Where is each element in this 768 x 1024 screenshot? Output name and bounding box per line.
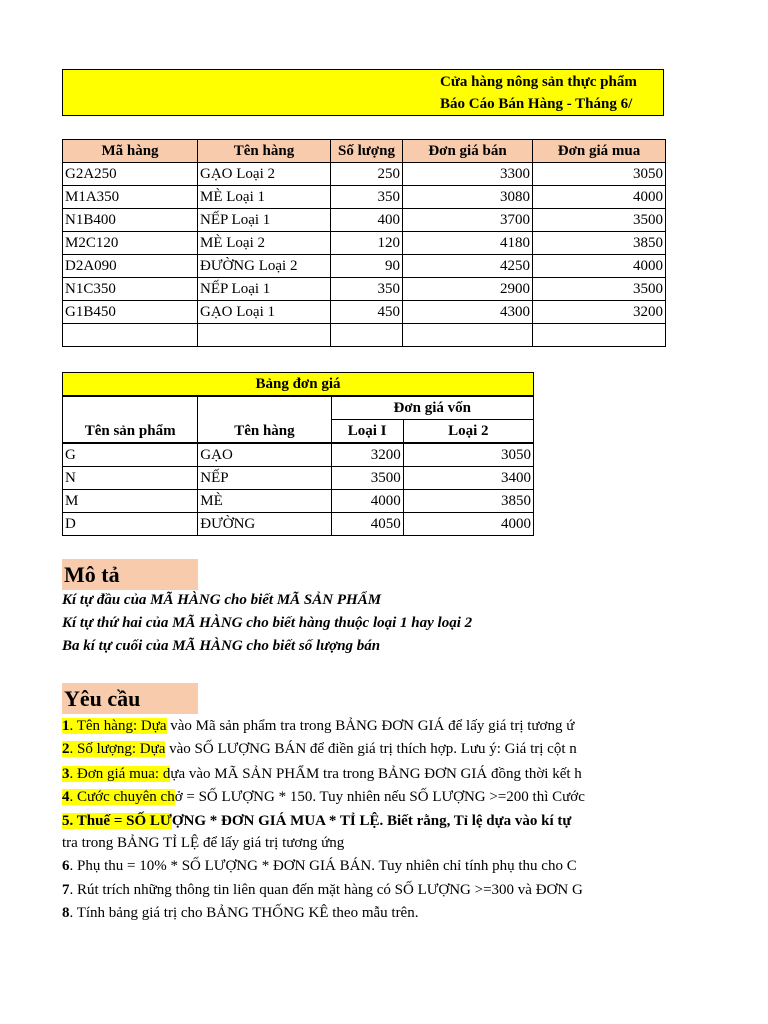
description-line: Kí tự thứ hai của MÃ HÀNG cho biết hàng thuộc loại 1 hay loại 2 <box>62 615 473 631</box>
table-row <box>63 278 666 301</box>
cell-buy-price: 3200 <box>533 301 666 324</box>
cell-sell-price <box>403 324 533 347</box>
description-heading: Mô tả <box>62 559 198 590</box>
requirement-number: 4 <box>62 789 70 805</box>
table-row <box>63 467 534 490</box>
price-table-title: Bảng đơn giá <box>63 373 534 397</box>
col-ma-hang: Mã hàng <box>63 140 198 163</box>
table-row <box>63 163 666 186</box>
requirement-item <box>62 879 664 901</box>
cell-name <box>198 324 331 347</box>
requirement-item <box>62 786 664 808</box>
cell-sell-price: 3700 <box>403 209 533 232</box>
cell-price-type2: 3050 <box>403 443 533 467</box>
col-don-gia-mua: Đơn giá mua <box>533 140 666 163</box>
col-loai-2: Loại 2 <box>403 420 533 444</box>
table-row <box>63 513 534 536</box>
requirement-text-start: . Rút trích những thông tin liên quan đến mặt hàng có SỐ LƯỢNG >=300 và ĐƠN G <box>69 882 583 898</box>
cell-product-name: ĐƯỜNG <box>198 513 331 536</box>
col-ten-hang: Tên hàng <box>198 140 331 163</box>
cell-buy-price <box>533 324 666 347</box>
requirement-text-end: vào SỐ LƯỢNG BÁN để điền giá trị thích hợp. Lưu ý: Giá trị cột n <box>165 741 577 757</box>
cell-sell-price: 3300 <box>403 163 533 186</box>
cell-buy-price: 3500 <box>533 278 666 301</box>
requirement-item <box>62 855 664 877</box>
store-name: Cửa hàng nông sản thực phẩm <box>440 74 637 90</box>
requirement-text-end: ựa vào MÃ SẢN PHẨM tra trong BẢNG ĐƠN GIÁ đồng thời kết h <box>170 766 582 782</box>
cell-product-code: D <box>63 513 198 536</box>
cell-buy-price: 3500 <box>533 209 666 232</box>
requirement-text-start: . Tính bảng giá trị cho BẢNG THỐNG KÊ theo mẫu trên. <box>69 905 419 921</box>
table-row <box>63 255 666 278</box>
cell-product-name: NẾP <box>198 467 331 490</box>
sales-header-row <box>63 140 666 163</box>
requirement-text-start: . Cước chuyên ch <box>69 789 175 805</box>
col-don-gia-ban: Đơn giá bán <box>403 140 533 163</box>
cell-code: M2C120 <box>63 232 198 255</box>
requirements-heading: Yêu cầu <box>62 683 198 714</box>
requirement-number: 3 <box>62 766 70 782</box>
requirement-text-start: . Thuế = SỐ LƯ <box>69 813 172 829</box>
requirement-text-start: . Đơn giá mua: d <box>69 766 171 782</box>
cell-buy-price: 4000 <box>533 186 666 209</box>
cell-product-code: G <box>63 443 198 467</box>
report-title: Báo Cáo Bán Hàng - Tháng 6/ <box>440 96 633 112</box>
cell-product-code: N <box>63 467 198 490</box>
cell-price-type1: 4050 <box>331 513 403 536</box>
requirement-text-end: vào Mã sản phẩm tra trong BẢNG ĐƠN GIÁ để lấy giá trị tương ứ <box>166 718 575 734</box>
cell-sell-price: 4300 <box>403 301 533 324</box>
cell-name: ĐƯỜNG Loại 2 <box>198 255 331 278</box>
table-row <box>63 209 666 232</box>
table-row <box>63 443 534 467</box>
cell-buy-price: 3050 <box>533 163 666 186</box>
requirement-item <box>62 715 664 737</box>
requirement-number: 8 <box>62 905 70 921</box>
cell-sell-price: 2900 <box>403 278 533 301</box>
cell-price-type2: 3400 <box>403 467 533 490</box>
description-line: Ba kí tự cuối của MÃ HÀNG cho biết số lượng bán <box>62 638 381 654</box>
col-ten-san-pham: Tên sản phẩm <box>63 396 198 443</box>
col-so-luong: Số lượng <box>331 140 403 163</box>
cell-qty: 350 <box>331 278 403 301</box>
cell-qty: 90 <box>331 255 403 278</box>
cell-price-type1: 4000 <box>331 490 403 513</box>
table-row <box>63 186 666 209</box>
cell-price-type2: 4000 <box>403 513 533 536</box>
cell-name: NẾP Loại 1 <box>198 278 331 301</box>
report-title-box <box>62 69 664 116</box>
cell-sell-price: 3080 <box>403 186 533 209</box>
cell-code: G2A250 <box>63 163 198 186</box>
requirement-text-end: ỢNG * ĐƠN GIÁ MUA * TỈ LỆ. Biết rằng, Tỉ lệ dựa vào kí tự <box>171 813 572 829</box>
cell-product-name: GẠO <box>198 443 331 467</box>
cell-name: MÈ Loại 2 <box>198 232 331 255</box>
cell-code <box>63 324 198 347</box>
table-row-empty <box>63 324 666 347</box>
requirement-number: 2 <box>62 741 70 757</box>
cell-code: N1B400 <box>63 209 198 232</box>
cell-name: GẠO Loại 1 <box>198 301 331 324</box>
cell-qty: 120 <box>331 232 403 255</box>
cell-code: M1A350 <box>63 186 198 209</box>
requirement-item <box>62 810 664 832</box>
requirement-item-continued <box>62 832 664 854</box>
price-table-group-row <box>63 396 534 420</box>
cell-qty: 350 <box>331 186 403 209</box>
cell-price-type1: 3500 <box>331 467 403 490</box>
table-row <box>63 232 666 255</box>
requirement-text-start: tra trong BẢNG TỈ LỆ để lấy giá trị tương ứng <box>62 835 345 851</box>
requirement-text-start: . Tên hàng: Dựa <box>69 718 167 734</box>
col-don-gia-von: Đơn giá vốn <box>331 396 533 420</box>
cell-buy-price: 4000 <box>533 255 666 278</box>
cell-qty <box>331 324 403 347</box>
cell-code: G1B450 <box>63 301 198 324</box>
requirement-text-start: . Phụ thu = 10% * SỐ LƯỢNG * ĐƠN GIÁ BÁN. Tuy nhiên chỉ tính phụ thu cho C <box>69 858 577 874</box>
cell-name: GẠO Loại 2 <box>198 163 331 186</box>
table-row <box>63 490 534 513</box>
requirement-number: 6 <box>62 858 70 874</box>
requirement-text-end: ở = SỐ LƯỢNG * 150. Tuy nhiên nếu SỐ LƯỢNG >=200 thì Cước <box>174 789 585 805</box>
cell-code: D2A090 <box>63 255 198 278</box>
requirement-text-start: . Số lượng: Dựa <box>69 741 166 757</box>
requirement-item <box>62 763 664 785</box>
cell-buy-price: 3850 <box>533 232 666 255</box>
cell-name: MÈ Loại 1 <box>198 186 331 209</box>
requirement-number: 7 <box>62 882 70 898</box>
cell-sell-price: 4250 <box>403 255 533 278</box>
table-row <box>63 301 666 324</box>
cell-price-type1: 3200 <box>331 443 403 467</box>
price-table <box>62 372 534 536</box>
cell-qty: 400 <box>331 209 403 232</box>
price-table-title-row <box>63 373 534 397</box>
requirement-number: 5 <box>62 813 70 829</box>
cell-qty: 450 <box>331 301 403 324</box>
description-line: Kí tự đầu của MÃ HÀNG cho biết MÃ SẢN PHẨM <box>62 592 382 608</box>
col-loai-1: Loại I <box>331 420 403 444</box>
cell-product-name: MÈ <box>198 490 331 513</box>
cell-qty: 250 <box>331 163 403 186</box>
cell-code: N1C350 <box>63 278 198 301</box>
cell-price-type2: 3850 <box>403 490 533 513</box>
col-ten-hang-price: Tên hàng <box>198 396 331 443</box>
cell-sell-price: 4180 <box>403 232 533 255</box>
cell-name: NẾP Loại 1 <box>198 209 331 232</box>
cell-product-code: M <box>63 490 198 513</box>
requirement-number: 1 <box>62 718 70 734</box>
requirement-item <box>62 738 664 760</box>
requirement-item <box>62 902 664 924</box>
sales-table <box>62 139 666 347</box>
